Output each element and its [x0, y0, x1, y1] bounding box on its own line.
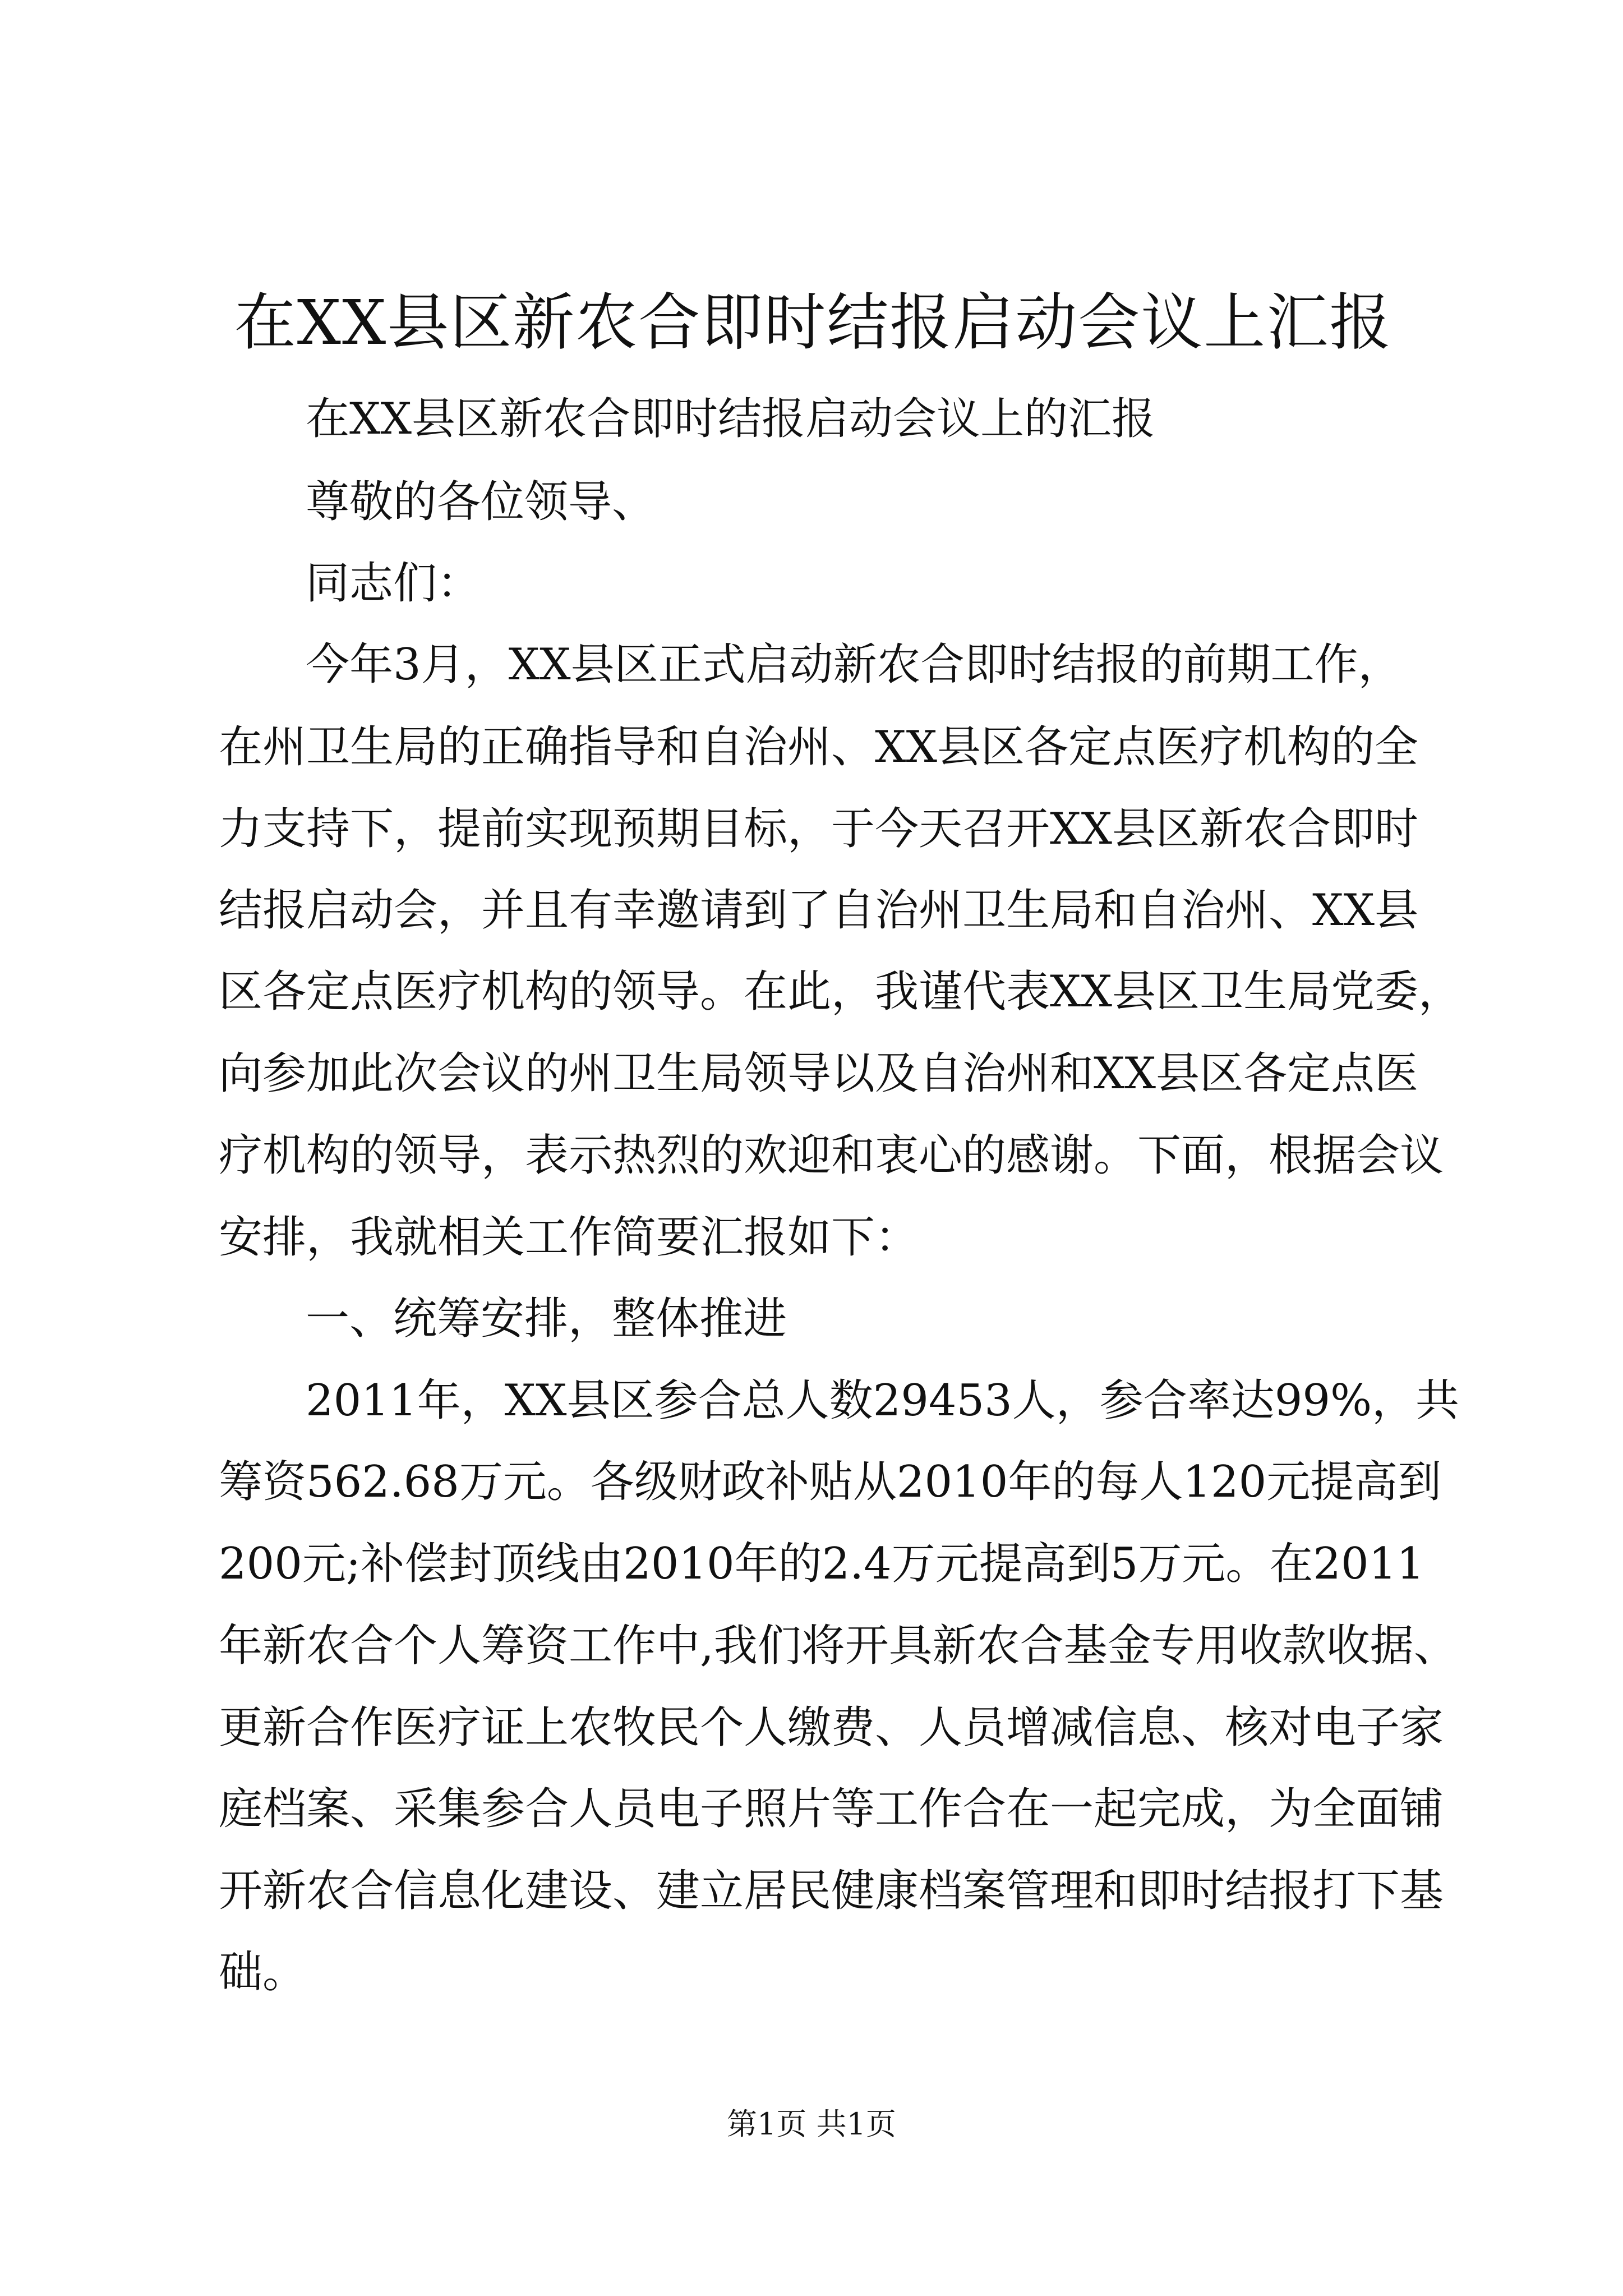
- paragraph-line: 今年3月，XX县区正式启动新农合即时结报的前期工作，: [306, 639, 1402, 690]
- paragraph-line: 安排，我就相关工作简要汇报如下：: [219, 1212, 919, 1263]
- paragraph-line: 筹资562.68万元。各级财政补贴从2010年的每人120元提高到: [219, 1457, 1442, 1507]
- salutation-line: 尊敬的各位领导、: [306, 477, 656, 527]
- section-heading: 一、统筹安排，整体推进: [306, 1294, 787, 1344]
- paragraph-line: 2011年，XX县区参合总人数29453人，参合率达99%，共: [306, 1375, 1460, 1426]
- subtitle-line: 在XX县区新农合即时结报启动会议上的汇报: [306, 394, 1156, 444]
- paragraph-line: 结报启动会，并且有幸邀请到了自治州卫生局和自治州、XX县: [219, 885, 1419, 936]
- paragraph-line: 庭档案、采集参合人员电子照片等工作合在一起完成，为全面铺: [219, 1784, 1444, 1834]
- paragraph-line: 在州卫生局的正确指导和自治州、XX县区各定点医疗机构的全: [219, 722, 1419, 772]
- paragraph-line: 础。: [219, 1947, 307, 1998]
- paragraph-line: 力支持下，提前实现预期目标，于今天召开XX县区新农合即时: [219, 804, 1419, 854]
- paragraph-line: 200元;补偿封顶线由2010年的2.4万元提高到5万元。在2011: [219, 1539, 1424, 1589]
- page-footer: 第1页 共1页: [727, 2106, 896, 2142]
- paragraph-line: 开新农合信息化建设、建立居民健康档案管理和即时结报打下基: [219, 1866, 1444, 1916]
- salutation-line: 同志们：: [306, 558, 481, 609]
- paragraph-line: 向参加此次会议的州卫生局领导以及自治州和XX县区各定点医: [219, 1048, 1419, 1099]
- paragraph-line: 疗机构的领导，表示热烈的欢迎和衷心的感谢。下面，根据会议: [219, 1130, 1444, 1181]
- document-title: 在XX县区新农合即时结报启动会议上汇报: [234, 287, 1393, 358]
- paragraph-line: 更新合作医疗证上农牧民个人缴费、人员增减信息、核对电子家: [219, 1703, 1444, 1753]
- paragraph-line: 年新农合个人筹资工作中,我们将开具新农合基金专用收款收据、: [219, 1621, 1458, 1671]
- paragraph-line: 区各定点医疗机构的领导。在此，我谨代表XX县区卫生局党委，: [219, 967, 1463, 1017]
